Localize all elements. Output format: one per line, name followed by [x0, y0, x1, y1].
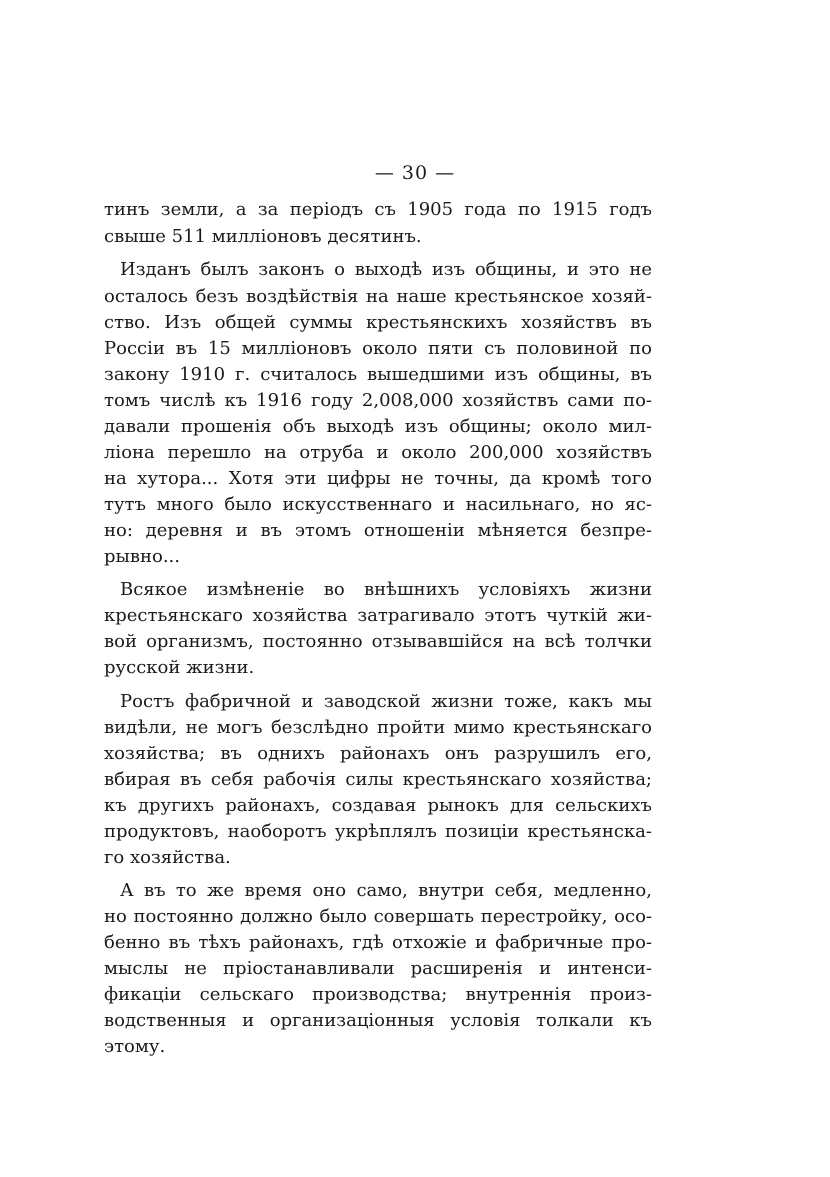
- text-line: закону 1910 г. считалось вышедшими изъ общины, въ: [104, 364, 652, 385]
- text-line: Россіи въ 15 милліоновъ около пяти съ половиной по: [104, 338, 652, 359]
- text-line: тинъ земли, а за періодъ съ 1905 года по 1915 годъ: [104, 199, 652, 220]
- page-number: — 30 —: [374, 162, 456, 184]
- text-line: на хутора... Хотя эти цифры не точны, да кромѣ того: [104, 468, 652, 489]
- text-line: фикаціи сельскаго производства; внутреннія произ-: [104, 984, 652, 1005]
- text-line: видѣли, не могъ безслѣдно пройти мимо крестьянскаго: [104, 717, 652, 738]
- text-line: А въ то же время оно само, внутри себя, медленно,: [120, 880, 652, 901]
- text-line: хозяйства; въ однихъ районахъ онъ разрушилъ его,: [104, 743, 652, 764]
- text-line: вой организмъ, постоянно отзывавшійся на всѣ толчки: [104, 631, 652, 652]
- text-line: бенно въ тѣхъ районахъ, гдѣ отхожіе и фабричные про-: [104, 932, 652, 953]
- text-line: осталось безъ воздѣйствія на наше крестьянское хозяй-: [104, 286, 652, 307]
- text-line: Изданъ былъ законъ о выходѣ изъ общины, и это не: [120, 259, 652, 280]
- text-line: свыше 511 милліоновъ десятинъ.: [104, 226, 422, 247]
- text-line: русской жизни.: [104, 657, 255, 678]
- text-line: го хозяйства.: [104, 847, 231, 868]
- text-line: продуктовъ, наоборотъ укрѣплялъ позиціи крестьянска-: [104, 821, 652, 842]
- text-line: вбирая въ себя рабочія силы крестьянскаго хозяйства;: [104, 769, 652, 790]
- text-line: но постоянно должно было совершать перестройку, осо-: [104, 906, 652, 927]
- text-line: этому.: [104, 1036, 166, 1057]
- text-line: томъ числѣ къ 1916 году 2,008,000 хозяйствъ сами по-: [104, 390, 652, 411]
- text-line: тутъ много было искусственнаго и насильнаго, но яс-: [104, 494, 652, 515]
- text-line: давали прошенія объ выходѣ изъ общины; около мил-: [104, 416, 652, 437]
- text-line: ство. Изъ общей суммы крестьянскихъ хозяйствъ въ: [104, 312, 652, 333]
- text-line: водственныя и организаціонныя условія толкали къ: [104, 1010, 652, 1031]
- text-line: но: деревня и въ этомъ отношеніи мѣняется безпре-: [104, 520, 652, 541]
- text-line: Ростъ фабричной и заводской жизни тоже, какъ мы: [120, 691, 652, 712]
- text-line: ліона перешло на отруба и около 200,000 хозяйствъ: [104, 442, 652, 463]
- text-line: рывно...: [104, 546, 180, 567]
- text-line: мыслы не пріостанавливали расширенія и интенси-: [104, 958, 652, 979]
- text-line: крестьянскаго хозяйства затрагивало этотъ чуткій жи-: [104, 605, 652, 626]
- text-line: Всякое измѣненіе во внѣшнихъ условіяхъ жизни: [120, 579, 652, 600]
- text-line: къ другихъ районахъ, создавая рынокъ для сельскихъ: [104, 795, 652, 816]
